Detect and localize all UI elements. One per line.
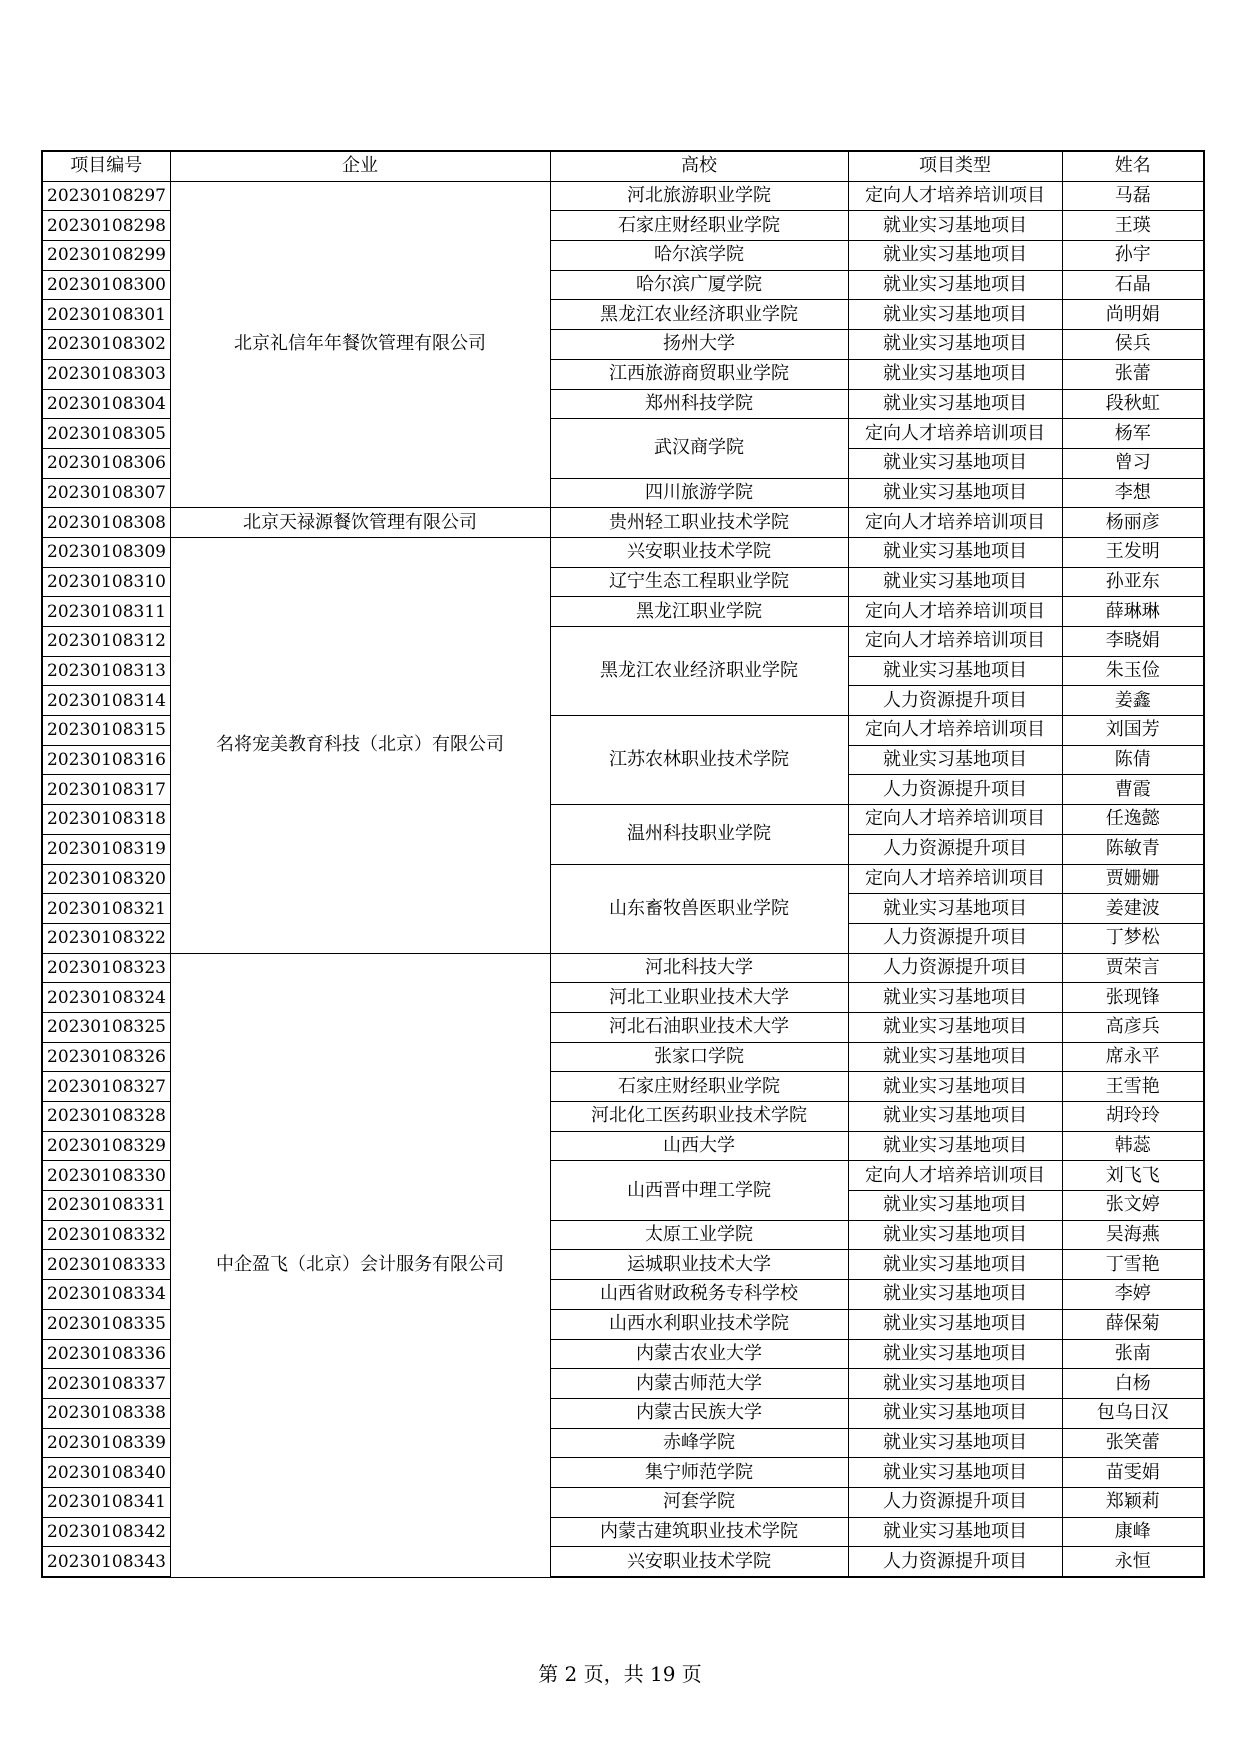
cell-project-code: 20230108336 bbox=[42, 1339, 170, 1369]
cell-university: 山西大学 bbox=[550, 1131, 848, 1161]
cell-project-code: 20230108326 bbox=[42, 1042, 170, 1072]
cell-project-code: 20230108299 bbox=[42, 241, 170, 271]
cell-project-code: 20230108309 bbox=[42, 537, 170, 567]
cell-project-code: 20230108304 bbox=[42, 389, 170, 419]
cell-project-type: 人力资源提升项目 bbox=[848, 953, 1062, 983]
cell-person-name: 孙亚东 bbox=[1062, 567, 1204, 597]
cell-university: 运城职业技术大学 bbox=[550, 1250, 848, 1280]
cell-university: 集宁师范学院 bbox=[550, 1458, 848, 1488]
cell-project-type: 定向人才培养培训项目 bbox=[848, 508, 1062, 538]
cell-person-name: 任逸懿 bbox=[1062, 805, 1204, 835]
cell-person-name: 包乌日汉 bbox=[1062, 1398, 1204, 1428]
cell-project-type: 就业实习基地项目 bbox=[848, 478, 1062, 508]
cell-project-type: 人力资源提升项目 bbox=[848, 1547, 1062, 1577]
table-row bbox=[42, 953, 1204, 983]
cell-university: 河套学院 bbox=[550, 1487, 848, 1517]
cell-project-type: 就业实习基地项目 bbox=[848, 1398, 1062, 1428]
cell-project-type: 就业实习基地项目 bbox=[848, 894, 1062, 924]
cell-project-type: 就业实习基地项目 bbox=[848, 1102, 1062, 1132]
cell-university: 太原工业学院 bbox=[550, 1220, 848, 1250]
cell-project-type: 就业实习基地项目 bbox=[848, 300, 1062, 330]
cell-project-type: 人力资源提升项目 bbox=[848, 1487, 1062, 1517]
cell-person-name: 侯兵 bbox=[1062, 330, 1204, 360]
cell-university: 黑龙江农业经济职业学院 bbox=[550, 627, 848, 716]
cell-project-code: 20230108319 bbox=[42, 834, 170, 864]
cell-person-name: 苗雯娟 bbox=[1062, 1458, 1204, 1488]
cell-project-type: 就业实习基地项目 bbox=[848, 1072, 1062, 1102]
cell-project-type: 就业实习基地项目 bbox=[848, 1309, 1062, 1339]
cell-project-code: 20230108314 bbox=[42, 686, 170, 716]
cell-project-type: 定向人才培养培训项目 bbox=[848, 627, 1062, 657]
cell-project-code: 20230108324 bbox=[42, 983, 170, 1013]
cell-person-name: 郑颖莉 bbox=[1062, 1487, 1204, 1517]
cell-project-code: 20230108317 bbox=[42, 775, 170, 805]
header-project-type: 项目类型 bbox=[848, 151, 1062, 181]
cell-project-type: 定向人才培养培训项目 bbox=[848, 805, 1062, 835]
cell-university: 山西晋中理工学院 bbox=[550, 1161, 848, 1220]
header-university: 高校 bbox=[550, 151, 848, 181]
cell-university: 哈尔滨学院 bbox=[550, 241, 848, 271]
cell-person-name: 张蕾 bbox=[1062, 359, 1204, 389]
cell-project-code: 20230108339 bbox=[42, 1428, 170, 1458]
cell-person-name: 张笑蕾 bbox=[1062, 1428, 1204, 1458]
cell-university: 石家庄财经职业学院 bbox=[550, 211, 848, 241]
cell-project-code: 20230108318 bbox=[42, 805, 170, 835]
cell-project-type: 定向人才培养培训项目 bbox=[848, 1161, 1062, 1191]
cell-person-name: 康峰 bbox=[1062, 1517, 1204, 1547]
cell-project-code: 20230108322 bbox=[42, 923, 170, 953]
cell-project-type: 就业实习基地项目 bbox=[848, 1369, 1062, 1399]
cell-project-code: 20230108342 bbox=[42, 1517, 170, 1547]
cell-project-code: 20230108307 bbox=[42, 478, 170, 508]
cell-person-name: 陈倩 bbox=[1062, 745, 1204, 775]
cell-project-code: 20230108334 bbox=[42, 1280, 170, 1310]
cell-project-code: 20230108333 bbox=[42, 1250, 170, 1280]
cell-university: 郑州科技学院 bbox=[550, 389, 848, 419]
cell-project-type: 人力资源提升项目 bbox=[848, 834, 1062, 864]
cell-person-name: 薛琳琳 bbox=[1062, 597, 1204, 627]
cell-project-type: 人力资源提升项目 bbox=[848, 923, 1062, 953]
page-footer: 第 2 页，共 19 页 bbox=[538, 1662, 702, 1686]
cell-project-type: 就业实习基地项目 bbox=[848, 745, 1062, 775]
cell-project-code: 20230108343 bbox=[42, 1547, 170, 1577]
cell-project-code: 20230108320 bbox=[42, 864, 170, 894]
cell-university: 山西省财政税务专科学校 bbox=[550, 1280, 848, 1310]
cell-person-name: 孙宇 bbox=[1062, 241, 1204, 271]
cell-person-name: 刘国芳 bbox=[1062, 716, 1204, 746]
cell-university: 河北工业职业技术大学 bbox=[550, 983, 848, 1013]
cell-project-type: 定向人才培养培训项目 bbox=[848, 419, 1062, 449]
cell-project-type: 定向人才培养培训项目 bbox=[848, 864, 1062, 894]
cell-person-name: 张文婷 bbox=[1062, 1191, 1204, 1221]
cell-project-type: 就业实习基地项目 bbox=[848, 241, 1062, 271]
project-table bbox=[41, 150, 1205, 1578]
cell-project-code: 20230108300 bbox=[42, 270, 170, 300]
cell-project-type: 就业实习基地项目 bbox=[848, 1250, 1062, 1280]
cell-university: 哈尔滨广厦学院 bbox=[550, 270, 848, 300]
cell-project-type: 人力资源提升项目 bbox=[848, 686, 1062, 716]
cell-project-code: 20230108341 bbox=[42, 1487, 170, 1517]
cell-university: 武汉商学院 bbox=[550, 419, 848, 478]
cell-university: 石家庄财经职业学院 bbox=[550, 1072, 848, 1102]
cell-person-name: 刘飞飞 bbox=[1062, 1161, 1204, 1191]
cell-person-name: 张现锋 bbox=[1062, 983, 1204, 1013]
cell-person-name: 薛保菊 bbox=[1062, 1309, 1204, 1339]
cell-project-type: 就业实习基地项目 bbox=[848, 1517, 1062, 1547]
cell-project-type: 就业实习基地项目 bbox=[848, 567, 1062, 597]
header-company: 企业 bbox=[170, 151, 550, 181]
cell-university: 江苏农林职业技术学院 bbox=[550, 716, 848, 805]
table-row bbox=[42, 181, 1204, 211]
cell-person-name: 曾习 bbox=[1062, 448, 1204, 478]
cell-project-code: 20230108323 bbox=[42, 953, 170, 983]
cell-university: 河北化工医药职业技术学院 bbox=[550, 1102, 848, 1132]
table-row bbox=[42, 508, 1204, 538]
cell-university: 江西旅游商贸职业学院 bbox=[550, 359, 848, 389]
cell-person-name: 姜鑫 bbox=[1062, 686, 1204, 716]
cell-project-code: 20230108305 bbox=[42, 419, 170, 449]
cell-university: 黑龙江职业学院 bbox=[550, 597, 848, 627]
cell-person-name: 丁梦松 bbox=[1062, 923, 1204, 953]
cell-project-code: 20230108332 bbox=[42, 1220, 170, 1250]
cell-project-code: 20230108298 bbox=[42, 211, 170, 241]
cell-project-code: 20230108310 bbox=[42, 567, 170, 597]
cell-person-name: 段秋虹 bbox=[1062, 389, 1204, 419]
cell-person-name: 姜建波 bbox=[1062, 894, 1204, 924]
cell-project-type: 就业实习基地项目 bbox=[848, 983, 1062, 1013]
cell-project-code: 20230108301 bbox=[42, 300, 170, 330]
cell-project-code: 20230108315 bbox=[42, 716, 170, 746]
cell-project-type: 就业实习基地项目 bbox=[848, 1339, 1062, 1369]
cell-project-code: 20230108311 bbox=[42, 597, 170, 627]
cell-project-code: 20230108312 bbox=[42, 627, 170, 657]
cell-university: 山西水利职业技术学院 bbox=[550, 1309, 848, 1339]
cell-person-name: 李想 bbox=[1062, 478, 1204, 508]
cell-project-type: 定向人才培养培训项目 bbox=[848, 597, 1062, 627]
cell-person-name: 胡玲玲 bbox=[1062, 1102, 1204, 1132]
cell-project-type: 就业实习基地项目 bbox=[848, 1042, 1062, 1072]
header-person-name: 姓名 bbox=[1062, 151, 1204, 181]
cell-university: 兴安职业技术学院 bbox=[550, 1547, 848, 1577]
cell-company: 北京天禄源餐饮管理有限公司 bbox=[170, 508, 550, 538]
cell-person-name: 李婷 bbox=[1062, 1280, 1204, 1310]
cell-project-type: 就业实习基地项目 bbox=[848, 537, 1062, 567]
cell-person-name: 韩蕊 bbox=[1062, 1131, 1204, 1161]
cell-project-type: 定向人才培养培训项目 bbox=[848, 716, 1062, 746]
cell-project-type: 人力资源提升项目 bbox=[848, 775, 1062, 805]
cell-company: 名将宠美教育科技（北京）有限公司 bbox=[170, 537, 550, 953]
cell-project-code: 20230108313 bbox=[42, 656, 170, 686]
cell-university: 赤峰学院 bbox=[550, 1428, 848, 1458]
cell-person-name: 贾荣言 bbox=[1062, 953, 1204, 983]
cell-project-type: 就业实习基地项目 bbox=[848, 448, 1062, 478]
cell-project-type: 定向人才培养培训项目 bbox=[848, 181, 1062, 211]
cell-project-code: 20230108306 bbox=[42, 448, 170, 478]
cell-project-type: 就业实习基地项目 bbox=[848, 1191, 1062, 1221]
cell-project-code: 20230108327 bbox=[42, 1072, 170, 1102]
cell-person-name: 朱玉俭 bbox=[1062, 656, 1204, 686]
cell-project-code: 20230108303 bbox=[42, 359, 170, 389]
cell-person-name: 曹霞 bbox=[1062, 775, 1204, 805]
cell-company: 中企盈飞（北京）会计服务有限公司 bbox=[170, 953, 550, 1577]
cell-university: 贵州轻工职业技术学院 bbox=[550, 508, 848, 538]
cell-person-name: 永恒 bbox=[1062, 1547, 1204, 1577]
cell-project-type: 就业实习基地项目 bbox=[848, 211, 1062, 241]
cell-project-code: 20230108331 bbox=[42, 1191, 170, 1221]
cell-person-name: 高彦兵 bbox=[1062, 1012, 1204, 1042]
cell-university: 内蒙古民族大学 bbox=[550, 1398, 848, 1428]
cell-person-name: 席永平 bbox=[1062, 1042, 1204, 1072]
cell-project-type: 就业实习基地项目 bbox=[848, 359, 1062, 389]
cell-person-name: 石晶 bbox=[1062, 270, 1204, 300]
cell-university: 河北科技大学 bbox=[550, 953, 848, 983]
header-row bbox=[42, 151, 1204, 181]
cell-project-code: 20230108337 bbox=[42, 1369, 170, 1399]
cell-project-type: 就业实习基地项目 bbox=[848, 1220, 1062, 1250]
cell-project-type: 就业实习基地项目 bbox=[848, 1012, 1062, 1042]
table-row bbox=[42, 537, 1204, 567]
cell-university: 温州科技职业学院 bbox=[550, 805, 848, 864]
cell-project-code: 20230108308 bbox=[42, 508, 170, 538]
cell-project-type: 就业实习基地项目 bbox=[848, 656, 1062, 686]
cell-project-type: 就业实习基地项目 bbox=[848, 1428, 1062, 1458]
cell-person-name: 杨丽彦 bbox=[1062, 508, 1204, 538]
cell-university: 兴安职业技术学院 bbox=[550, 537, 848, 567]
cell-project-code: 20230108321 bbox=[42, 894, 170, 924]
cell-company: 北京礼信年年餐饮管理有限公司 bbox=[170, 181, 550, 508]
cell-university: 内蒙古师范大学 bbox=[550, 1369, 848, 1399]
table-body bbox=[42, 181, 1204, 1577]
cell-university: 河北旅游职业学院 bbox=[550, 181, 848, 211]
cell-person-name: 丁雪艳 bbox=[1062, 1250, 1204, 1280]
cell-project-type: 就业实习基地项目 bbox=[848, 330, 1062, 360]
cell-person-name: 马磊 bbox=[1062, 181, 1204, 211]
cell-person-name: 白杨 bbox=[1062, 1369, 1204, 1399]
cell-person-name: 杨军 bbox=[1062, 419, 1204, 449]
cell-project-code: 20230108316 bbox=[42, 745, 170, 775]
cell-project-type: 就业实习基地项目 bbox=[848, 1131, 1062, 1161]
cell-project-type: 就业实习基地项目 bbox=[848, 270, 1062, 300]
cell-university: 山东畜牧兽医职业学院 bbox=[550, 864, 848, 953]
cell-person-name: 王瑛 bbox=[1062, 211, 1204, 241]
cell-person-name: 贾姗姗 bbox=[1062, 864, 1204, 894]
cell-project-type: 就业实习基地项目 bbox=[848, 1458, 1062, 1488]
cell-project-code: 20230108330 bbox=[42, 1161, 170, 1191]
cell-university: 河北石油职业技术大学 bbox=[550, 1012, 848, 1042]
cell-university: 黑龙江农业经济职业学院 bbox=[550, 300, 848, 330]
cell-university: 辽宁生态工程职业学院 bbox=[550, 567, 848, 597]
cell-university: 四川旅游学院 bbox=[550, 478, 848, 508]
cell-person-name: 李晓娟 bbox=[1062, 627, 1204, 657]
cell-university: 内蒙古农业大学 bbox=[550, 1339, 848, 1369]
cell-project-code: 20230108329 bbox=[42, 1131, 170, 1161]
cell-university: 扬州大学 bbox=[550, 330, 848, 360]
cell-person-name: 尚明娟 bbox=[1062, 300, 1204, 330]
cell-person-name: 张南 bbox=[1062, 1339, 1204, 1369]
cell-project-code: 20230108297 bbox=[42, 181, 170, 211]
cell-project-code: 20230108325 bbox=[42, 1012, 170, 1042]
cell-project-code: 20230108328 bbox=[42, 1102, 170, 1132]
cell-person-name: 王雪艳 bbox=[1062, 1072, 1204, 1102]
cell-project-code: 20230108340 bbox=[42, 1458, 170, 1488]
cell-university: 张家口学院 bbox=[550, 1042, 848, 1072]
cell-project-type: 就业实习基地项目 bbox=[848, 1280, 1062, 1310]
cell-person-name: 陈敏青 bbox=[1062, 834, 1204, 864]
cell-project-code: 20230108335 bbox=[42, 1309, 170, 1339]
cell-person-name: 王发明 bbox=[1062, 537, 1204, 567]
cell-project-code: 20230108302 bbox=[42, 330, 170, 360]
cell-university: 内蒙古建筑职业技术学院 bbox=[550, 1517, 848, 1547]
cell-person-name: 吴海燕 bbox=[1062, 1220, 1204, 1250]
header-project-code: 项目编号 bbox=[42, 151, 170, 181]
cell-project-code: 20230108338 bbox=[42, 1398, 170, 1428]
cell-project-type: 就业实习基地项目 bbox=[848, 389, 1062, 419]
